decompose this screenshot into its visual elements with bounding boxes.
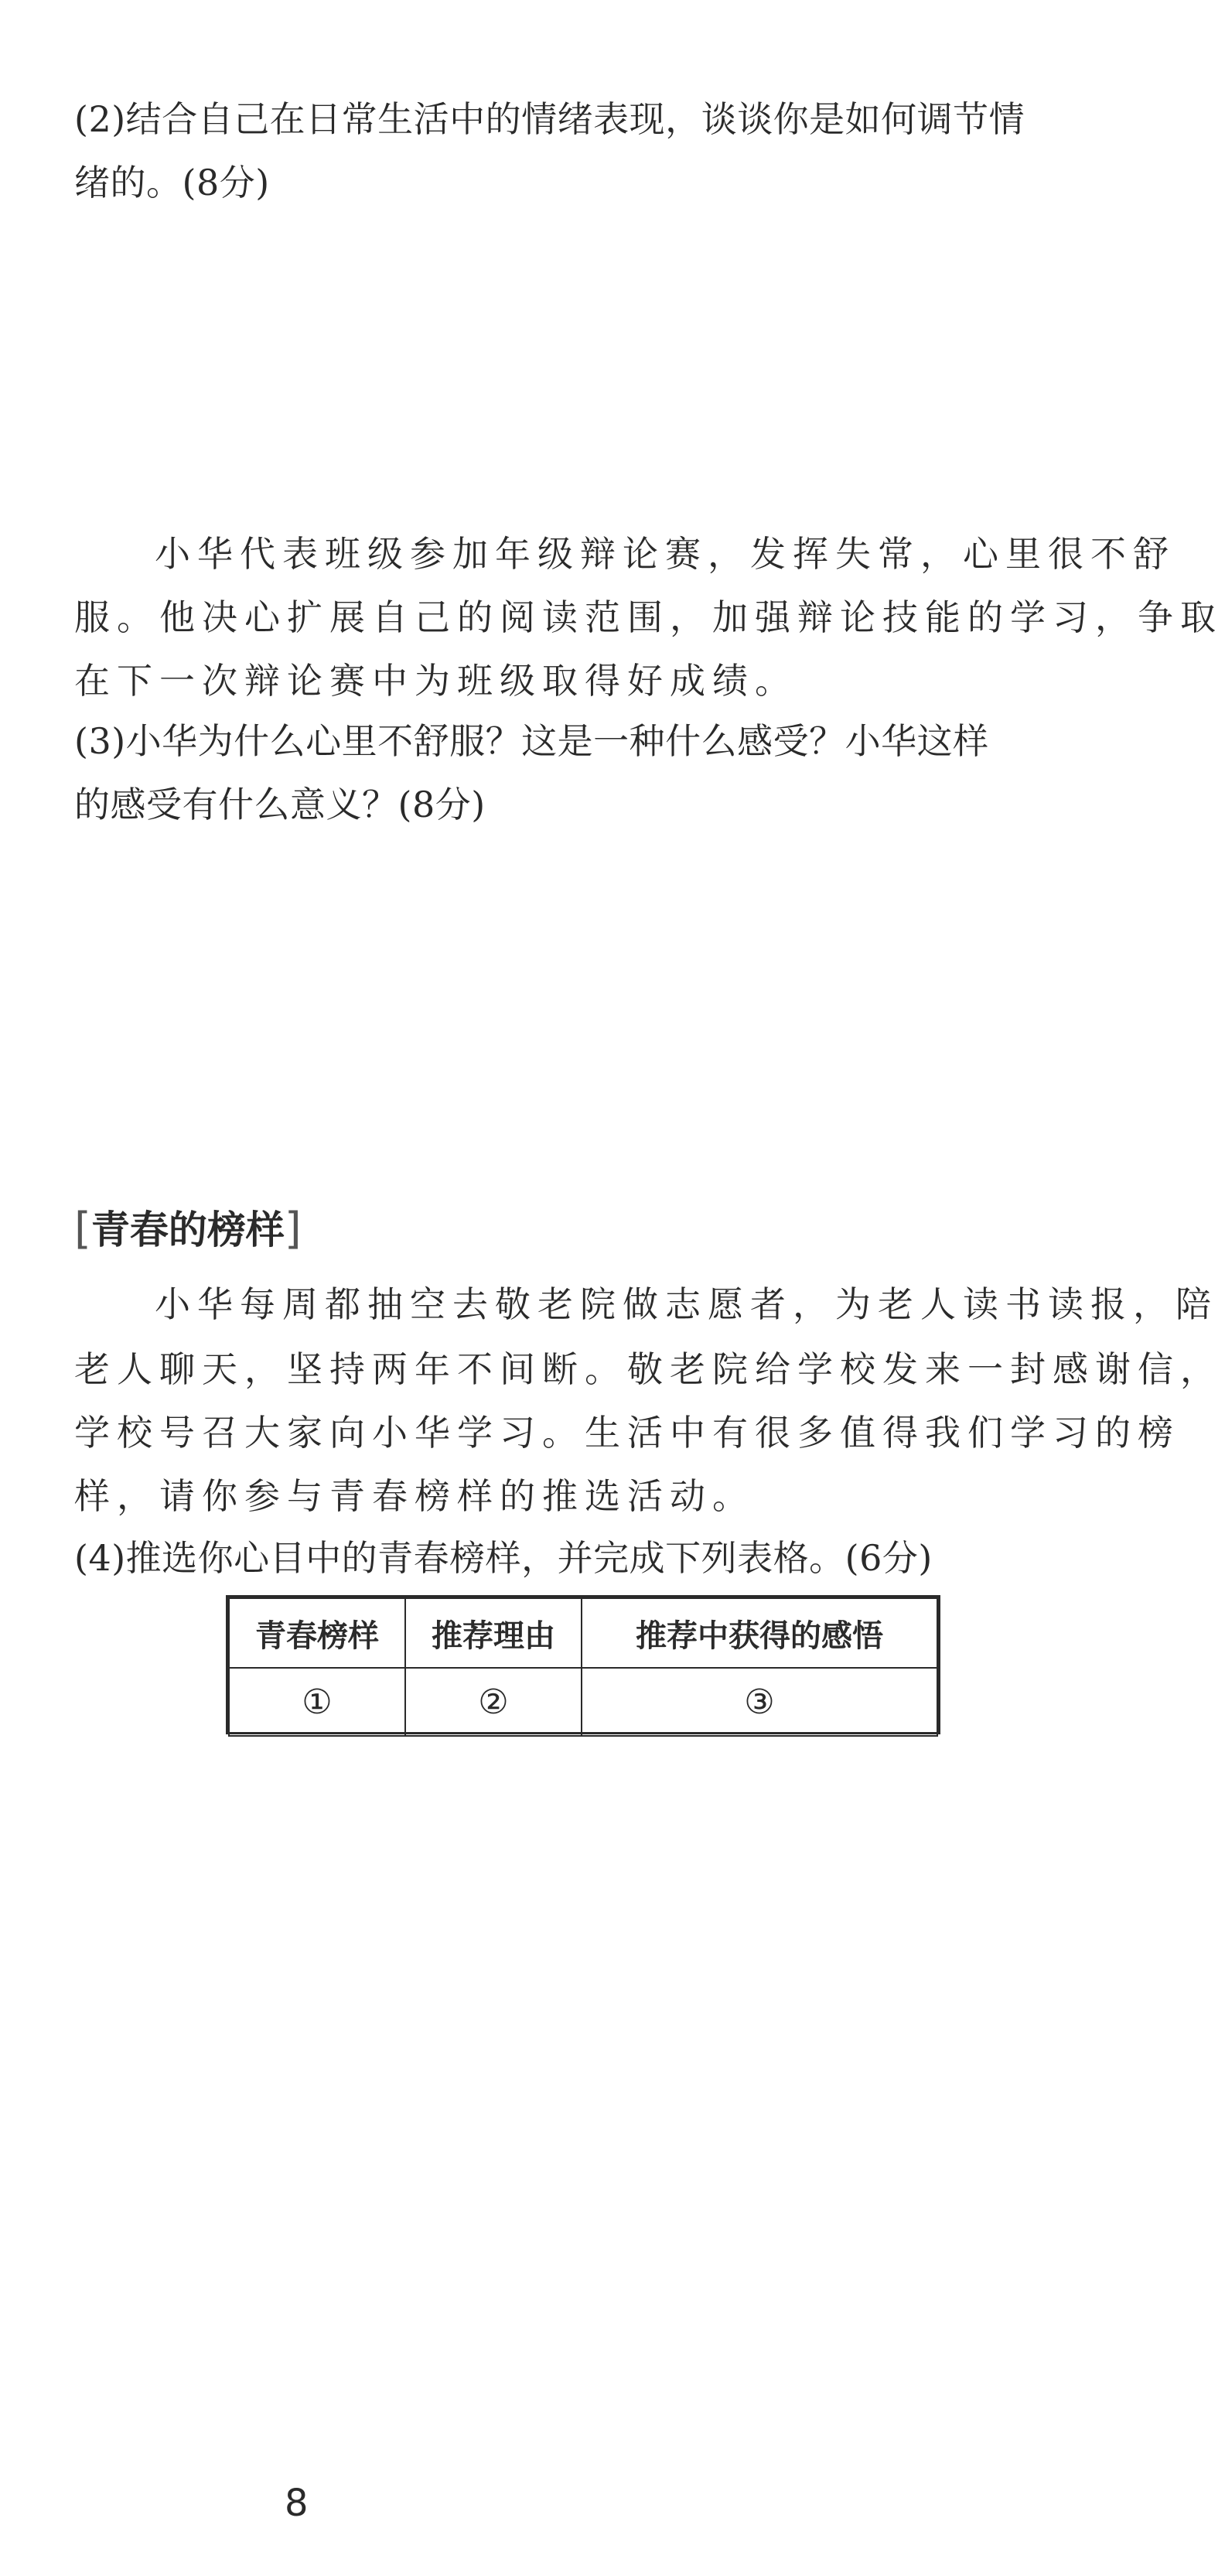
table-header-row (229, 1598, 937, 1668)
table-cell-reason[interactable]: ② (405, 1668, 582, 1736)
page-number: 8 (285, 2482, 309, 2525)
question-4-line-1: (4)推选你心目中的青春榜样，并完成下列表格。(6分) (74, 1537, 933, 1579)
passage-debate-line-1: 小华代表班级参加年级辩论赛，发挥失常，心里很不舒 (155, 533, 1176, 575)
role-model-table (226, 1595, 940, 1734)
passage-volunteer-line-2: 老人聊天，坚持两年不间断。敬老院给学校发来一封感谢信， (74, 1348, 1223, 1390)
table-header-insight: 推荐中获得的感悟 (582, 1598, 937, 1668)
section-heading-bracket-open: [ (74, 1204, 91, 1254)
question-2-line-1: (2)结合自己在日常生活中的情绪表现，谈谈你是如何调节情 (74, 98, 1025, 140)
passage-volunteer-line-4: 样，请你参与青春榜样的推选活动。 (74, 1475, 755, 1517)
passage-volunteer-line-1: 小华每周都抽空去敬老院做志愿者，为老人读书读报，陪 (155, 1283, 1218, 1325)
question-2-line-2: 绪的。(8分) (74, 162, 270, 203)
table-row (229, 1668, 937, 1736)
section-heading (74, 1204, 302, 1256)
role-model-table-grid (228, 1597, 938, 1737)
table-cell-role-model[interactable]: ① (229, 1668, 405, 1736)
question-3-line-1: (3)小华为什么心里不舒服？这是一种什么感受？小华这样 (74, 720, 989, 762)
table-header-role-model: 青春榜样 (229, 1598, 405, 1668)
section-heading-bracket-close: ] (284, 1204, 302, 1254)
table-header-reason: 推荐理由 (405, 1598, 582, 1668)
passage-debate-line-2: 服。他决心扩展自己的阅读范围，加强辩论技能的学习，争取 (74, 596, 1223, 638)
question-3-line-2: 的感受有什么意义？(8分) (74, 784, 486, 825)
table-cell-insight[interactable]: ③ (582, 1668, 937, 1736)
passage-volunteer-line-3: 学校号召大家向小华学习。生活中有很多值得我们学习的榜 (74, 1412, 1180, 1454)
section-heading-title: 青春的榜样 (90, 1208, 285, 1252)
passage-debate-line-3: 在下一次辩论赛中为班级取得好成绩。 (74, 660, 797, 702)
